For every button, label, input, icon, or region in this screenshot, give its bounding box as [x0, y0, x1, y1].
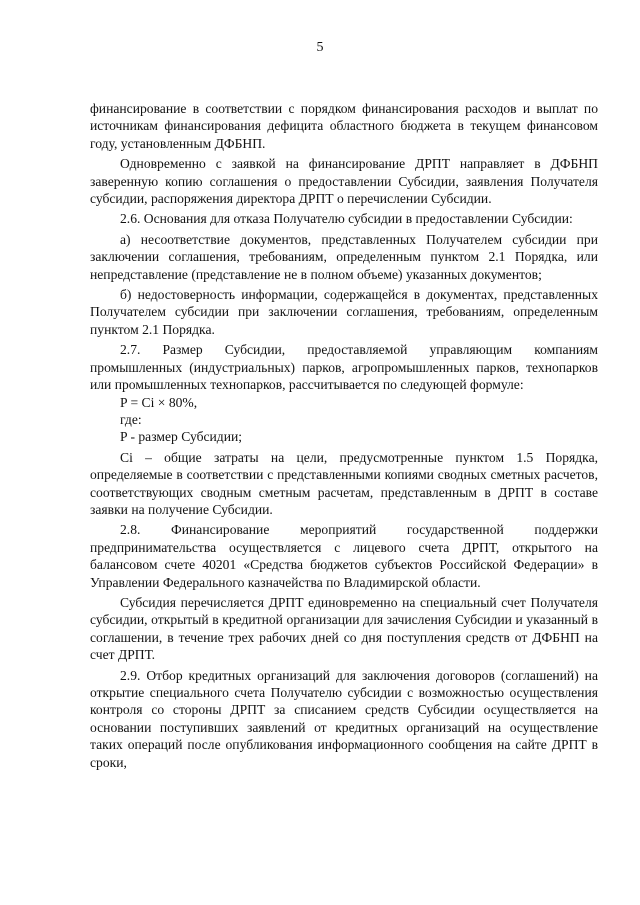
section-2-9-credit-org-selection: 2.9. Отбор кредитных организаций для заключения договоров (соглашений) на открытие специального счета Получателю субсидии с возможностью осуществления контроля со стороны ДРПТ за списанием средств Субсидии осуществляется на основании поступивших заявлений от кредитных организаций на осуществление таких операций после опубликования информационного сообщения на сайте ДРПТ в сроки, [90, 667, 598, 770]
formula-where: где: [120, 411, 142, 427]
document-body [90, 100, 598, 771]
formula-ci-definition: Ci – общие затраты на цели, предусмотренные пунктом 1.5 Порядка, определяемые в соответствии с представленными копиями сводных сметных расчетов, соответствующих сводным сметным расчетам, представленным в ДРПТ в составе заявки на получение Субсидии. [90, 449, 598, 517]
paragraph-subsidy-transfer: Субсидия перечисляется ДРПТ единовременно на специальный счет Получателя субсидии, открытый в кредитной организации для зачисления Субсидии и указанный в соглашении, в течение трех рабочих дней со дня поступления средств от ДФБНП на счет ДРПТ. [90, 594, 598, 663]
formula: P = Ci × 80%, [120, 394, 198, 410]
formula-p-definition: P - размер Субсидии; [120, 429, 243, 445]
section-2-7-subsidy-size: 2.7. Размер Субсидии, предоставляемой управляющим компаниям промышленных (индустриальных) парков, агропромышленных парков, технопарков или промышленных технопарков, рассчитывается по следующей формуле: [90, 342, 598, 393]
refusal-reason-a: а) несоответствие документов, представленных Получателем субсидии при заключении соглашения, требованиям, определенным пунктом 2.1 Порядка, или непредставление (представление не в полном объеме) указанных документов; [90, 231, 598, 282]
paragraph-application-copies: Одновременно с заявкой на финансирование ДРПТ направляет в ДФБНП заверенную копию соглашения о предоставлении Субсидии, заявления Получателя субсидии, распоряжения директора ДРПТ о перечислении Субсидии. [90, 156, 598, 207]
page-number: 5 [316, 40, 324, 55]
section-2-6-heading: 2.6. Основания для отказа Получателю субсидии в предоставлении Субсидии: [120, 211, 573, 227]
section-2-8-financing: 2.8. Финансирование мероприятий государственной поддержки предпринимательства осуществляется с лицевого счета ДРПТ, открытого на балансовом счете 40201 «Средства бюджетов субъектов Российской Федерации» в Управлении Федерального казначейства по Владимирской области. [90, 522, 598, 590]
paragraph-continuation: финансирование в соответствии с порядком финансирования расходов и выплат по источникам финансирования дефицита областного бюджета в текущем финансовом году, установленным ДФБНП. [90, 101, 598, 151]
refusal-reason-b: б) недостоверность информации, содержащейся в документах, представленных Получателем субсидии при заключении соглашения, требованиям, определенным пунктом 2.1 Порядка. [90, 287, 598, 337]
